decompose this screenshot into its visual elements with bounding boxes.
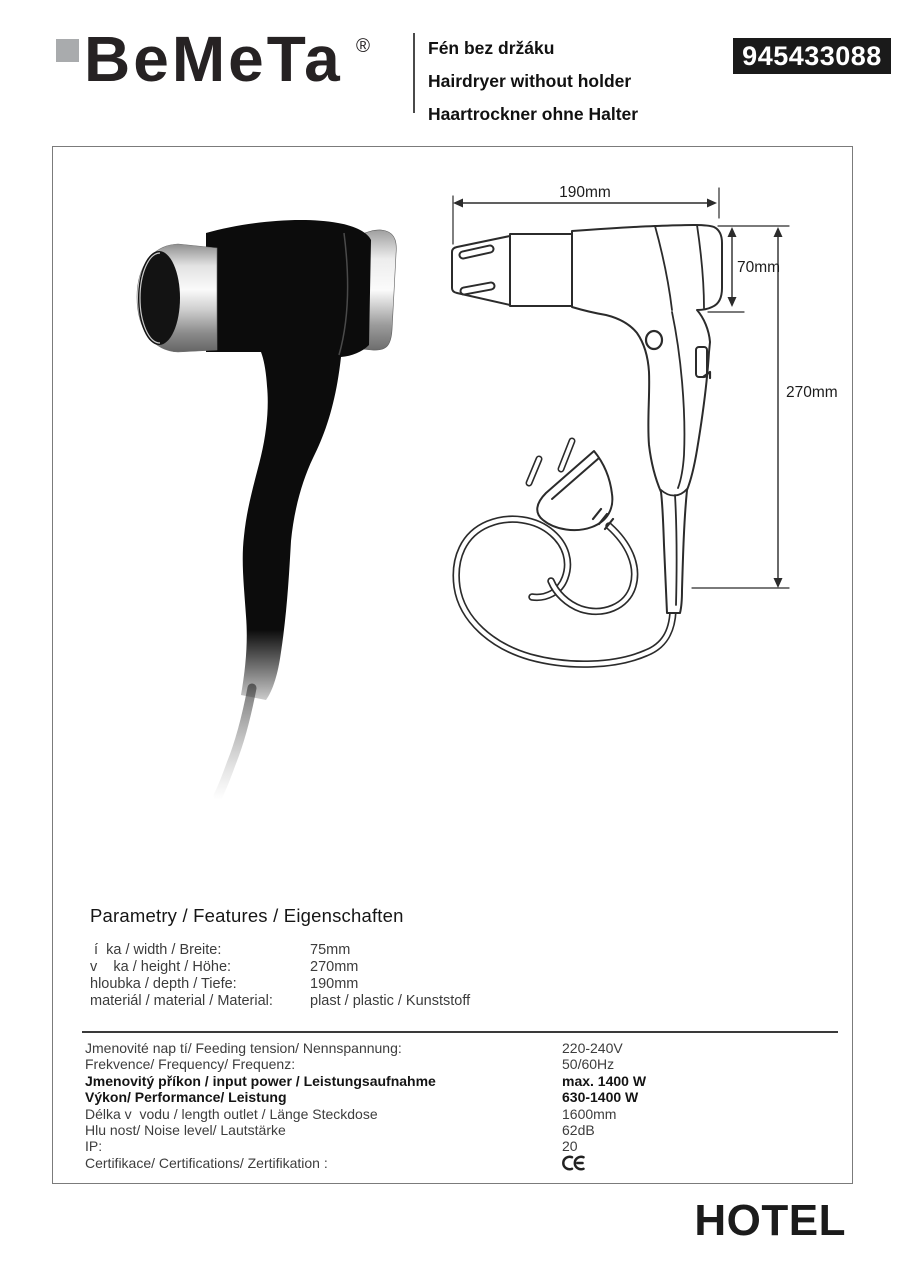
specification-row: [85, 1073, 838, 1089]
product-title-en: Hairdryer without holder: [428, 71, 632, 91]
parameter-value: 270mm: [310, 959, 359, 975]
parameter-value: plast / plastic / Kunststoff: [310, 993, 471, 1009]
ce-mark-icon: [562, 1155, 585, 1171]
specification-row: [85, 1056, 838, 1072]
specification-label: Jmenovitý příkon / input power / Leistungsaufnahme: [85, 1072, 436, 1089]
specification-row: [85, 1089, 838, 1105]
specification-label: Certifikace/ Certifications/ Zertifikation :: [85, 1154, 328, 1171]
parameters-table: [90, 942, 790, 1010]
parameter-value: 75mm: [310, 942, 351, 958]
drawing-plug: [529, 441, 613, 530]
specification-label: IP:: [85, 1138, 103, 1155]
drawing-body: [572, 225, 722, 613]
specification-value: max. 1400 W: [562, 1072, 647, 1089]
parameter-row: [90, 976, 790, 993]
specification-value: 1600mm: [562, 1105, 617, 1122]
parameter-row: [90, 993, 790, 1010]
drawing-collar: [510, 234, 572, 306]
specification-row: [85, 1155, 838, 1172]
specification-label: Délka v vodu / length outlet / Länge Steckdose: [85, 1105, 378, 1122]
parameters-heading: Parametry / Features / Eigenschaften: [90, 905, 404, 926]
specification-label: Hlu nost/ Noise level/ Lautstärke: [85, 1122, 286, 1139]
brand-logo: BeMeTa: [84, 23, 343, 95]
specification-label: Jmenovité nap tí/ Feeding tension/ Nennspannung:: [85, 1040, 402, 1056]
specification-value: 62dB: [562, 1122, 595, 1139]
product-photo: [100, 195, 440, 805]
parameters-section: [90, 905, 790, 1010]
technical-drawing: [440, 170, 860, 680]
product-code-badge: 945433088: [733, 38, 891, 74]
dim-total-label: 270mm: [786, 384, 838, 401]
specification-value: 50/60Hz: [562, 1056, 615, 1073]
collection-name: HOTEL: [694, 1196, 846, 1245]
parameter-label: í ka / width / Breite:: [90, 942, 222, 958]
specification-value: 220-240V: [562, 1040, 623, 1056]
product-title-de: Haartrockner ohne Halter: [428, 104, 639, 124]
logo-square-icon: [56, 39, 79, 62]
specification-value: [562, 1155, 585, 1172]
parameter-row: [90, 959, 790, 976]
product-title-block: [428, 32, 638, 131]
photo-nozzle-opening: [138, 251, 180, 345]
photo-body: [206, 220, 371, 700]
specification-value: 630-1400 W: [562, 1089, 639, 1106]
specification-row: [85, 1122, 838, 1138]
specification-label: Výkon/ Performance/ Leistung: [85, 1089, 287, 1106]
specification-value: 20: [562, 1138, 578, 1155]
specifications-table: [85, 1040, 838, 1172]
parameter-label: materiál / material / Material:: [90, 993, 273, 1009]
specification-row: [85, 1040, 838, 1056]
drawing-switch: [696, 347, 707, 377]
dim-width-label: 190mm: [559, 184, 611, 201]
drawing-cord: [456, 519, 673, 664]
photo-motion-fade: [222, 630, 300, 710]
parameter-value: 190mm: [310, 976, 359, 992]
parameter-label: hloubka / depth / Tiefe:: [90, 976, 237, 992]
parameter-label: v ka / height / Höhe:: [90, 959, 232, 975]
header-divider: [413, 33, 415, 113]
product-title-cs: Fén bez držáku: [428, 38, 555, 58]
spec-divider: [82, 1031, 838, 1033]
specification-row: [85, 1138, 838, 1154]
drawing-button: [646, 331, 662, 349]
specification-label: Frekvence/ Frequency/ Frequenz:: [85, 1056, 296, 1073]
drawing-nozzle: [452, 236, 510, 305]
photo-handle-highlight: [252, 380, 262, 470]
specification-row: [85, 1106, 838, 1122]
dim-nozzle-label: 70mm: [737, 259, 781, 276]
parameter-row: [90, 942, 790, 959]
registered-trademark-icon: ®: [356, 36, 370, 57]
